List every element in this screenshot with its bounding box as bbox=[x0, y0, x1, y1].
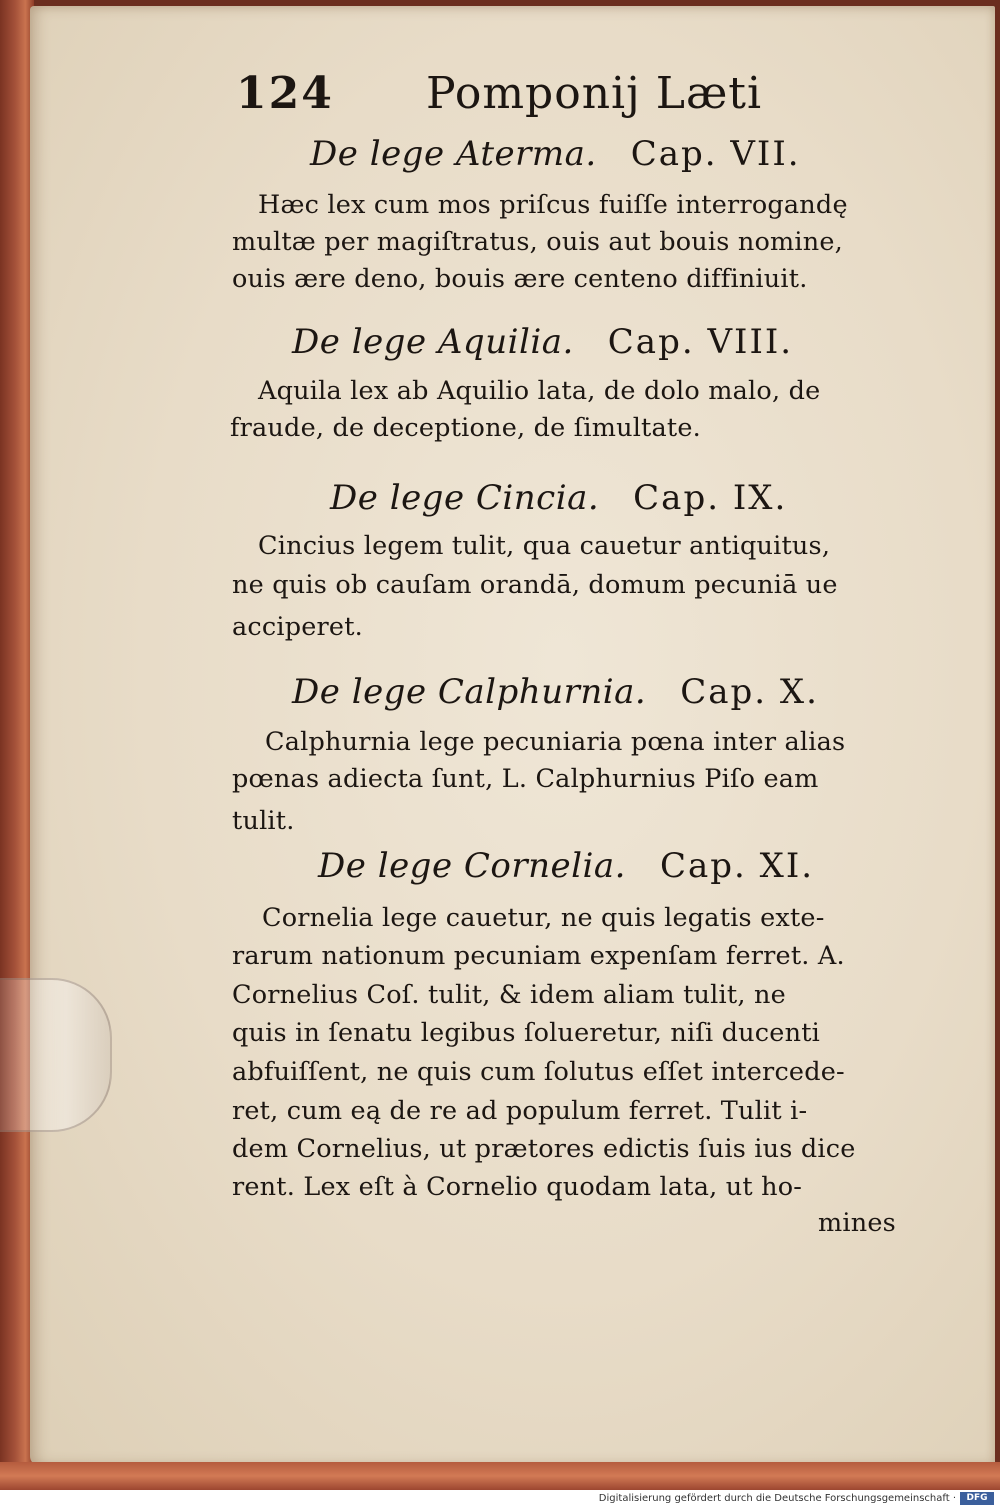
chapter-heading-vii bbox=[310, 134, 801, 174]
chapter-title: De lege Cornelia. bbox=[318, 846, 626, 886]
text-line: acciperet. bbox=[232, 612, 363, 642]
page-clip-shadow bbox=[0, 978, 112, 1132]
text-line: ouis ære deno, bouis ære centeno diffiniuit. bbox=[232, 264, 808, 294]
text-line: ne quis ob cauſam orandā, domum pecuniā ue bbox=[232, 570, 838, 600]
text-line: Aquila lex ab Aquilio lata, de dolo malo, de bbox=[258, 376, 821, 406]
text-line: Calphurnia lege pecuniaria pœna inter alias bbox=[265, 727, 846, 757]
chapter-heading-ix bbox=[330, 478, 787, 518]
chapter-heading-viii bbox=[292, 322, 793, 362]
text-line: ret, cum eą de re ad populum ferret. Tulit i- bbox=[232, 1096, 808, 1126]
chapter-title: De lege Cincia. bbox=[330, 478, 600, 518]
chapter-number: Cap. XI. bbox=[659, 846, 815, 886]
text-line: rent. Lex eſt à Cornelio quodam lata, ut ho- bbox=[232, 1172, 803, 1202]
text-line: tulit. bbox=[232, 806, 295, 836]
catchword: mines bbox=[818, 1208, 896, 1238]
text-line: Cornelia lege cauetur, ne quis legatis exte- bbox=[262, 903, 825, 933]
text-line: fraude, de deceptione, de ſimultate. bbox=[230, 413, 701, 443]
chapter-title: De lege Calphurnia. bbox=[292, 672, 647, 712]
page-number: 124 bbox=[236, 68, 334, 119]
footer-credit: Digitalisierung gefördert durch die Deutsche Forschungsgemeinschaft · bbox=[598, 1493, 956, 1504]
chapter-number: Cap. VIII. bbox=[607, 322, 794, 362]
text-line: Hæc lex cum mos priſcus fuiſſe interrogandę bbox=[258, 190, 848, 220]
chapter-number: Cap. IX. bbox=[633, 478, 788, 518]
text-line: quis in ſenatu legibus ſolueretur, niſi ducenti bbox=[232, 1018, 821, 1048]
text-line: abfuiſſent, ne quis cum ſolutus eſſet intercede- bbox=[232, 1057, 845, 1087]
book-cover-left-edge bbox=[0, 0, 34, 1490]
chapter-title: De lege Aterma. bbox=[310, 134, 597, 174]
chapter-heading-x bbox=[292, 672, 819, 712]
chapter-number: Cap. VII. bbox=[630, 134, 801, 174]
dfg-logo: DFG bbox=[960, 1492, 994, 1505]
book-cover-bottom-edge bbox=[0, 1462, 1000, 1490]
chapter-title: De lege Aquilia. bbox=[292, 322, 574, 362]
chapter-number: Cap. X. bbox=[680, 672, 819, 712]
text-line: multæ per magiſtratus, ouis aut bouis nomine, bbox=[232, 227, 843, 257]
running-head bbox=[236, 68, 796, 128]
text-line: rarum nationum pecuniam expenſam ferret. A. bbox=[232, 941, 845, 971]
text-line: Cornelius Coſ. tulit, & idem aliam tulit, ne bbox=[232, 980, 786, 1010]
text-line: dem Cornelius, ut prætores edictis ſuis ius dice bbox=[232, 1134, 856, 1164]
text-line: Cincius legem tulit, qua cauetur antiquitus, bbox=[258, 531, 831, 561]
running-title: Pomponij Læti bbox=[426, 68, 763, 119]
text-line: pœnas adiecta ſunt, L. Calphurnius Piſo eam bbox=[232, 764, 819, 794]
chapter-heading-xi bbox=[318, 846, 814, 886]
